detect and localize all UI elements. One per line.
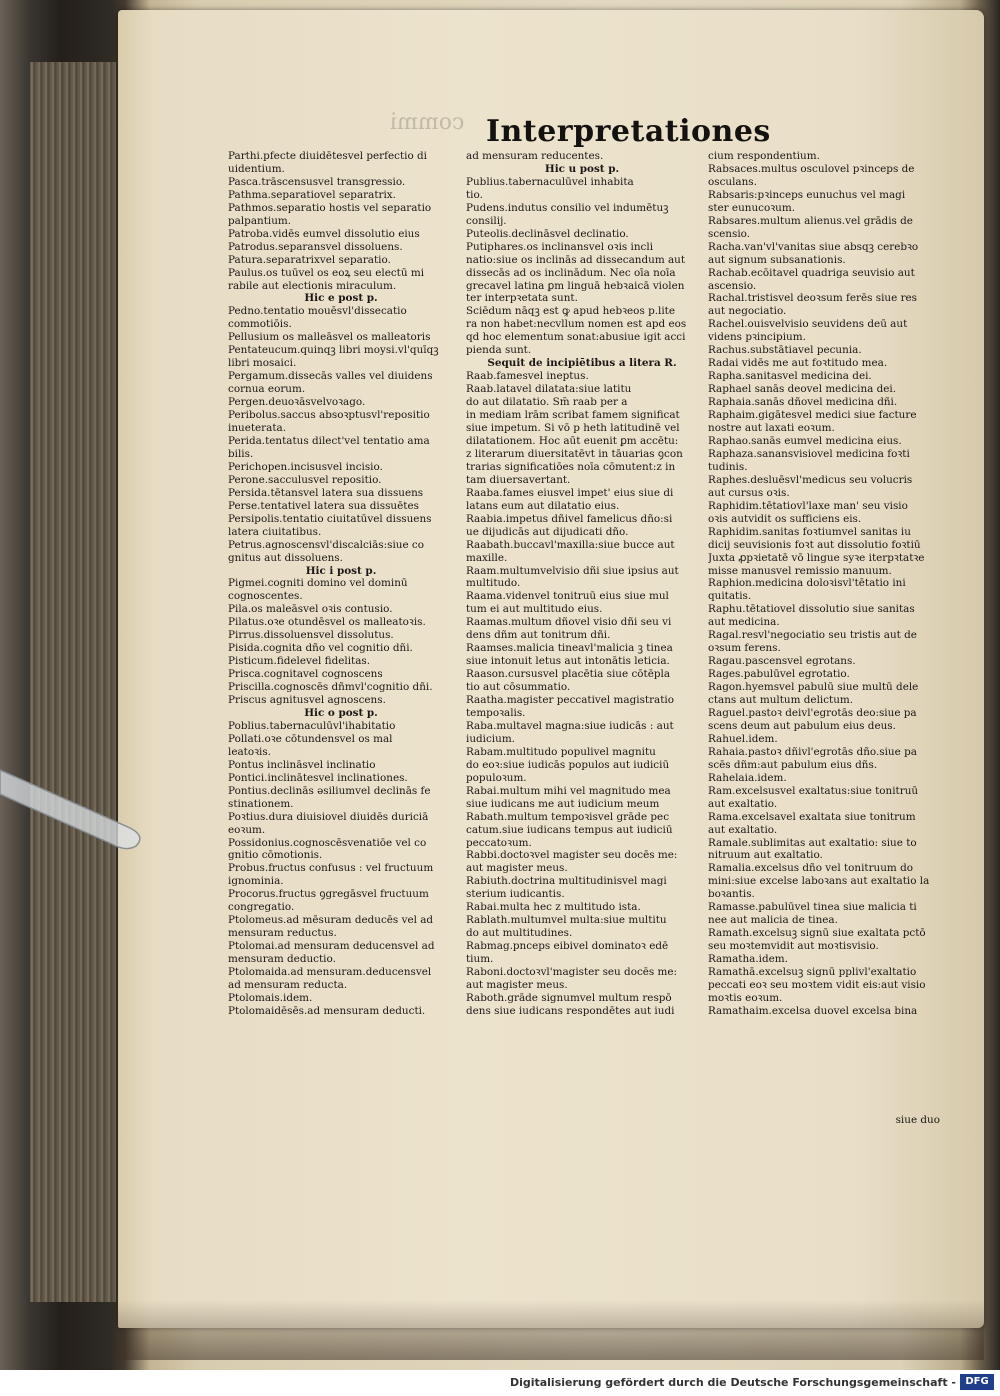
text-line: scēs dñm:aut pabulum eius dñs.: [708, 758, 878, 771]
text-line: Rabmag.pnceps eibivel dominatoꝛ edē: [466, 940, 669, 953]
text-line: Parthi.pfecte diuidētesvel perfectio di: [228, 150, 427, 162]
text-line: cium respondentium.: [708, 150, 820, 162]
text-line: Poꝛtius.dura diuisiovel diuidēs duriciā: [228, 810, 429, 823]
text-line: Persida.tētansvel latera sua dissuens: [228, 486, 424, 499]
text-line: tio.: [466, 188, 483, 201]
text-line: Raphael sanās deovel medicina dei.: [708, 383, 897, 396]
text-line: Paulus.os tuūvel os eoꝝ seu electū mi: [228, 266, 425, 279]
text-line: Rabiuth.doctrina multitudinisvel magi: [466, 875, 667, 888]
dfg-logo: DFG: [960, 1374, 994, 1390]
text-line: inueterata.: [228, 422, 287, 435]
text-line: Rama.excelsavel exaltata siue tonitrum: [708, 810, 916, 823]
text-line: Ramalia.excelsus dño vel tonitruum do: [708, 862, 913, 875]
text-line: maxille.: [466, 551, 508, 564]
text-line: ue dijudicās aut dijudicati dño.: [466, 525, 629, 538]
text-line: Rabsares.multum alienus.vel grādis de: [708, 214, 913, 227]
text-line: palpantium.: [228, 214, 292, 227]
text-line: tio aut cōsummatio.: [466, 681, 571, 694]
text-line: latera ciuitatibus.: [228, 525, 322, 538]
text-line: dicij seuvisionis foꝛt aut dissolutio foꝛtiū: [708, 538, 921, 551]
text-line: aut magister meus.: [466, 862, 568, 875]
text-line: Pergen.deuoꝛāsvelvoꝛago.: [228, 396, 366, 409]
text-line: tempoꝛalis.: [466, 706, 526, 719]
text-line: Perone.sacculusvel repositio.: [228, 473, 382, 486]
text-line: Raatha.magister peccativel magistratio: [466, 694, 674, 707]
text-line: aut cursus oꝛis.: [708, 486, 790, 499]
text-line: Pirrus.dissoluensvel dissolutus.: [228, 629, 394, 642]
text-line: Ptolomaida.ad mensuram.deducensvel: [228, 966, 432, 979]
text-line: ad mensuram reducta.: [228, 979, 348, 991]
text-line: Pigmei.cogniti domino vel dominū: [228, 577, 408, 590]
page-title: Interpretationes: [486, 114, 771, 149]
text-line: Perse.tentativel latera sua dissuētes: [228, 499, 419, 512]
text-line: siue impetum. Si vō p heth latitudinē vel: [466, 422, 680, 435]
text-line: Hic i post p.: [305, 564, 377, 577]
text-line: Rachab.ecōitavel quadriga seuvisio aut: [708, 266, 915, 279]
text-line: videns pꝛincipium.: [708, 331, 806, 344]
text-line: Rapha.sanitasvel medicina dei.: [708, 370, 872, 383]
text-line: catum.siue iudicans tempus aut iudiciū: [466, 823, 673, 836]
text-line: aut magister meus.: [466, 979, 568, 991]
text-line: Radai vidēs me aut foꝛtitudo mea.: [708, 357, 888, 370]
text-line: Raboni.doctoꝛvl'magister seu docēs me:: [466, 966, 678, 979]
text-line: Hic u post p.: [544, 162, 620, 175]
book-fore-edge: [30, 62, 116, 1302]
text-line: nitruum aut exaltatio.: [708, 849, 823, 862]
text-line: Pila.os maleāsvel oꝛis contusio.: [228, 603, 393, 616]
text-line: Raboth.grāde signumvel multum respō: [466, 991, 672, 1004]
footer-credit: Digitalisierung gefördert durch die Deutsche Forschungsgemeinschaft -: [509, 1376, 956, 1389]
text-line: Raguel.pastoꝛ deivl'egrotās deo:siue pa: [708, 706, 917, 719]
text-column-1: [228, 150, 454, 1018]
text-line: Pudens.indutus consilio vel indumētuꝫ: [466, 201, 669, 214]
text-line: Ptolomeus.ad mēsuram deducēs vel ad: [228, 914, 434, 927]
text-line: Ptolomai.ad mensuram deducensvel ad: [228, 940, 435, 953]
text-line: Pontici.inclinātesvel inclinationes.: [228, 771, 408, 784]
text-line: misse manusvel remissio manuum.: [708, 564, 892, 577]
text-line: aut exaltatio.: [708, 797, 778, 810]
text-line: Rachus.substātiavel pecunia.: [708, 344, 862, 357]
text-line: Raama.videnvel tonitruū eius siue mul: [466, 590, 669, 603]
text-line: Sciēdum nāqꝫ est ꝙ apud hebꝛeos p.lite: [466, 305, 676, 318]
text-line: Hic o post p.: [304, 706, 378, 719]
text-line: populoꝛum.: [466, 771, 527, 784]
text-line: tam diuersavertant.: [466, 473, 571, 486]
text-line: Rachel.ouisvelvisio seuvidens deū aut: [708, 318, 908, 331]
text-line: Raphaza.sanansvisiovel medicina foꝛti: [708, 447, 910, 460]
text-line: Pellusium os malleāsvel os malleatoris: [228, 331, 431, 344]
text-line: aut medicina.: [708, 616, 780, 629]
text-line: Puteolis.declināsvel declinatio.: [466, 227, 629, 240]
text-line: Petrus.agnoscensvl'discalciās:siue co: [228, 538, 425, 551]
text-line: cornua eorum.: [228, 383, 306, 396]
text-line: Ramath.excelsuꝫ signū siue exaltata pctō: [708, 927, 926, 940]
text-line: bilis.: [228, 447, 254, 460]
text-line: moꝛtis eoꝛum.: [708, 991, 783, 1004]
text-line: ad mensuram reducentes.: [466, 150, 604, 162]
text-line: Ramale.sublimitas aut exaltatio: siue to: [708, 836, 917, 849]
text-line: iudicium.: [466, 732, 515, 745]
text-line: Ramathā.excelsuꝫ signū pplivl'exaltatio: [708, 966, 917, 979]
text-line: Procorus.fructus ꝯgregāsvel fructuum: [228, 888, 429, 901]
text-line: boꝛantis.: [708, 888, 755, 901]
text-line: cognoscentes.: [228, 590, 303, 603]
text-line: Priscus agnitusvel agnoscens.: [228, 694, 386, 707]
text-line: Rabai.multum mihi vel magnitudo mea: [466, 784, 671, 797]
text-line: mini:siue excelse laboꝛans aut exaltatio la: [708, 875, 930, 888]
text-line: Raam.multumvelvisio dñi siue ipsius aut: [466, 564, 679, 577]
text-line: Raphion.medicina doloꝛisvl'tētatio ini: [708, 577, 906, 590]
text-line: Rages.pabulūvel egrotatio.: [708, 668, 850, 681]
page-shadow: [118, 1300, 984, 1360]
text-line: Rabath.multum tempoꝛisvel grāde pec: [466, 810, 670, 823]
text-line: sterium iudicantis.: [466, 888, 565, 901]
text-line: pienda sunt.: [466, 344, 532, 357]
text-line: Raamas.multum dñovel visio dñi seu vi: [466, 616, 672, 629]
text-line: Raphao.sanās eumvel medicina eius.: [708, 434, 902, 447]
text-line: Pasca.trāscensusvel transgressio.: [228, 175, 406, 188]
text-line: do aut dilatatio. Sm̄ raab per a: [466, 396, 628, 409]
text-line: Rahelaia.idem.: [708, 771, 787, 784]
text-line: Ramathaim.excelsa duovel excelsa bina: [708, 1004, 918, 1017]
text-line: nostre aut laxati eoꝛum.: [708, 422, 835, 435]
text-column-3: [708, 150, 940, 1018]
text-line: dens siue iudicans respondētes aut iudi: [466, 1004, 675, 1017]
text-line: Raphaim.gigātesvel medici siue facture: [708, 409, 917, 422]
text-line: Pontus inclināsvel inclinatio: [228, 758, 376, 771]
text-line: libri mosaici.: [228, 357, 297, 370]
text-line: rabile aut electionis miraculum.: [228, 279, 397, 292]
text-line: Possidonius.cognoscēsvenatiōe vel co: [228, 836, 427, 849]
text-line: oꝛis autvidit os sufficiens eis.: [708, 512, 862, 525]
text-line: Pisida.cognita dño vel cognitio dñi.: [228, 642, 413, 655]
text-line: Ragau.pascensvel egrotans.: [708, 655, 856, 668]
text-line: Rabam.multitudo populivel magnitu: [466, 745, 656, 758]
text-line: latans eum aut dilatatio eius.: [466, 499, 620, 512]
text-line: Perichopen.incisusvel incisio.: [228, 460, 383, 473]
text-line: Pathmos.separatio hostis vel separatio: [228, 201, 432, 214]
text-line: osculans.: [708, 175, 757, 188]
text-line: Peribolus.saccus absoꝛptusvl'repositio: [228, 409, 430, 422]
text-line: Pilatus.oꝛe otundēsvel os malleatoꝛis.: [228, 616, 426, 629]
text-line: scens deum aut pabulum eius deus.: [708, 719, 896, 732]
bookmark-strip: [0, 740, 150, 860]
text-line: Raphidim.tētatiovl'laxe man' seu visio: [708, 499, 908, 512]
text-line: peccatoꝛum.: [466, 836, 532, 849]
text-line: Sequit de incipiētibus a litera R.: [487, 357, 677, 370]
text-line: Rahaia.pastoꝛ dñivl'egrotās dño.siue pa: [708, 745, 917, 758]
text-line: nee aut malicia de tinea.: [708, 914, 838, 927]
text-line: mensuram deductio.: [228, 953, 336, 966]
text-line: scensio.: [708, 227, 751, 240]
text-line: Juxta ꝓpꝛietatē vō lingue syꝛe iterpꝛtatꝛe: [708, 551, 925, 564]
text-line: Raab.latavel dilatata:siue latitu: [466, 383, 632, 396]
text-line: Pisticum.fidelevel fidelitas.: [228, 655, 371, 668]
text-line: gnitio cōmotionis.: [228, 849, 323, 862]
text-line: mensuram reductus.: [228, 927, 337, 940]
text-line: Pathma.separatiovel separatrix.: [228, 188, 396, 201]
text-line: in mediam lrām scribat famem significat: [466, 409, 680, 422]
text-line: Rachal.tristisvel deoꝛsum ferēs siue res: [708, 292, 918, 305]
text-line: commotiōis.: [228, 318, 292, 331]
text-line: ra non habet:necvllum nomen est apd eos: [466, 318, 687, 331]
text-line: grecavel latina ꝑm linguā hebꝛaicā violen: [466, 279, 685, 292]
text-line: trarias significatiōes noīa cōmutent:z in: [466, 460, 676, 473]
text-line: Raphes.desluēsvl'medicus seu volucris: [708, 473, 913, 486]
text-line: Pedno.tentatio mouēsvl'dissecatio: [228, 305, 407, 318]
text-line: Persipolis.tentatio ciuitatūvel dissuens: [228, 512, 432, 525]
text-line: ignominia.: [228, 875, 284, 888]
text-line: Rahuel.idem.: [708, 732, 778, 745]
text-line: aut signum subsanationis.: [708, 253, 846, 266]
text-line: dilatationem. Hoc aūt euenit ꝑm accētu:: [466, 434, 679, 447]
text-line: Hic e post p.: [304, 292, 378, 305]
text-line: Prisca.cognitavel cognoscens: [228, 668, 383, 681]
text-line: Pentateucum.quinqꝫ libri moysi.vl'quīqꝫ: [228, 344, 439, 357]
text-line: Poblius.tabernaculūvl'ihabitatio: [228, 719, 396, 732]
text-line: Rabsaces.multus osculovel pꝛinceps de: [708, 162, 915, 175]
text-line: Raab.famesvel ineptus.: [466, 370, 589, 383]
text-line: Raason.cursusvel placētia siue cōtēpla: [466, 668, 671, 681]
text-line: Ragal.resvl'negociatio seu tristis aut de: [708, 629, 917, 642]
text-line: consilij.: [466, 214, 507, 227]
text-line: aut negociatio.: [708, 305, 787, 318]
text-line: Probus.fructus confusus : vel fructuum: [228, 862, 434, 875]
text-line: ster eunucoꝛum.: [708, 201, 795, 214]
text-line: peccati eoꝛ seu moꝛtem vidit eis:aut visio: [708, 979, 926, 991]
text-line: Raabath.buccavl'maxilla:siue bucce aut: [466, 538, 675, 551]
text-line: leatoꝛis.: [228, 745, 271, 758]
text-line: Pontius.declinās əsiliumvel declinās fe: [228, 784, 431, 797]
text-line: Rabai.multa hec z multitudo ista.: [466, 901, 641, 914]
text-line: Ragon.hyemsvel pabulū siue multū dele: [708, 681, 919, 694]
text-line: Raphu.tētatiovel dissolutio siue sanitas: [708, 603, 915, 616]
text-line: Rabbi.doctoꝛvel magister seu docēs me:: [466, 849, 678, 862]
footer-bar: [0, 1370, 1000, 1396]
text-line: do aut multitudines.: [466, 927, 573, 940]
text-line: do eoꝛ:siue iudicās populos aut iudiciū: [466, 758, 670, 771]
text-line: Raphaia.sanās dñovel medicina dñi.: [708, 396, 898, 409]
catchword: siue duo: [895, 1114, 940, 1126]
text-line: congregatio.: [228, 901, 295, 914]
text-line: Racha.van'vl'vanitas siue absqꝫ cerebꝛo: [708, 240, 919, 253]
text-line: ter interpꝛetata sunt.: [466, 292, 578, 305]
text-line: multitudo.: [466, 577, 521, 590]
text-line: stinationem.: [228, 797, 294, 810]
text-line: tium.: [466, 953, 494, 966]
text-line: oꝛsum ferens.: [708, 642, 781, 655]
text-line: Ptolomaidēsēs.ad mensuram deducti.: [228, 1004, 426, 1017]
text-line: Patura.separatrixvel separatio.: [228, 253, 391, 266]
text-line: natio:siue os inclinās ad dissecandum aut: [466, 253, 686, 266]
text-line: tum ei aut multitudo eius.: [466, 603, 603, 616]
text-line: Raba.multavel magna:siue iudicās : aut: [466, 719, 674, 732]
text-line: Pollati.oꝛe cōtundensvel os mal: [228, 732, 393, 745]
text-line: Patrodus.separansvel dissoluens.: [228, 240, 403, 253]
text-line: dens dñm aut tonitrum dñi.: [466, 629, 611, 642]
text-line: z literarum diuersitatēvt in tāuarias ꝯcon: [466, 447, 683, 460]
text-line: Ramasse.pabulūvel tinea siue malicia ti: [708, 901, 917, 914]
text-line: Perida.tentatus dilect'vel tentatio ama: [228, 434, 430, 447]
text-line: Ram.excelsusvel exaltatus:siue tonitruū: [708, 784, 919, 797]
text-line: qd̄ hoc elementum sonat:abusiue igit acci: [466, 331, 686, 344]
text-line: Publius.tabernaculūvel inhabita: [466, 175, 634, 188]
text-line: Raamses.malicia tineavl'malicia ꝫ tinea: [466, 642, 673, 655]
text-line: Ptolomais.idem.: [228, 991, 313, 1004]
text-line: eoꝛum.: [228, 823, 266, 836]
text-line: gnitus aut dissoluens.: [228, 551, 343, 564]
text-line: Rablath.multumvel multa:siue multitu: [466, 914, 667, 927]
text-line: siue intonuit letus aut intonātis leticia.: [466, 655, 670, 668]
text-line: dissecās ad os inclinādum. Nec oīa noīa: [466, 266, 676, 279]
text-line: Raaba.fames eiusvel impet' eius siue di: [466, 486, 674, 499]
text-line: seu moꝛtemvidit aut moꝛtisvisio.: [708, 940, 879, 953]
text-line: Rabsaris:pꝛinceps eunuchus vel magi: [708, 188, 906, 201]
text-line: Priscilla.cognoscēs dñmvl'cognitio dñi.: [228, 681, 433, 694]
text-line: Pergamum.dissecās valles vel diuidens: [228, 370, 433, 383]
text-line: ctans aut multum delictum.: [708, 694, 854, 707]
text-line: Putiphares.os inclinansvel oꝛis incli: [466, 240, 654, 253]
text-line: uidentium.: [228, 162, 285, 175]
text-line: siue iudicans me aut iudicium meum: [466, 797, 660, 810]
text-column-2: [466, 150, 698, 1018]
show-through-text: commi: [390, 110, 465, 135]
text-line: Patroba.vidēs eumvel dissolutio eius: [228, 227, 420, 240]
text-line: quitatis.: [708, 590, 752, 603]
text-line: aut exaltatio.: [708, 823, 778, 836]
text-line: tudinis.: [708, 460, 748, 473]
text-line: Raabia.impetus dñivel famelicus dño:si: [466, 512, 673, 525]
text-line: ascensio.: [708, 279, 757, 292]
text-line: Raphidim.sanitas foꝛtiumvel sanitas iu: [708, 525, 911, 538]
text-line: Ramatha.idem.: [708, 953, 788, 966]
